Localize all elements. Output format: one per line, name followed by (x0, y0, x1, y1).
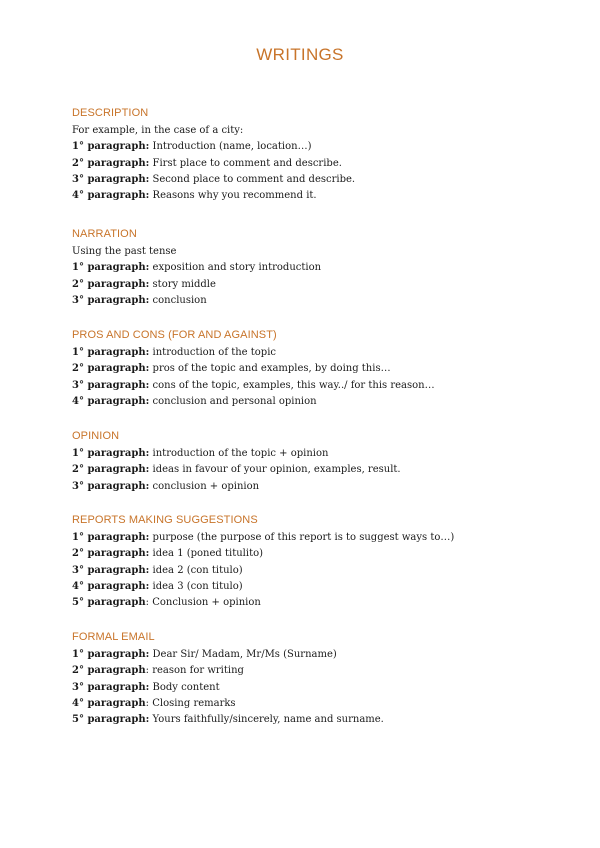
paragraph-text: idea 1 (poned titulito) (149, 548, 264, 560)
section-line (72, 172, 552, 188)
paragraph-label: 3° paragraph: (72, 294, 150, 306)
paragraph-label: 5° paragraph: (72, 714, 150, 726)
page-title: WRITINGS (256, 45, 344, 64)
section-line (72, 345, 552, 361)
paragraph-label: 1° paragraph: (72, 532, 150, 543)
paragraph-label: 4° paragraph: (72, 190, 150, 202)
section-description (72, 107, 552, 204)
paragraph-text: cons of the topic, examples, this way../ for this reason… (149, 379, 435, 391)
paragraph-text: Dear Sir/ Madam, Mr/Ms (Surname) (149, 649, 337, 660)
section-line (72, 446, 552, 462)
section-line (72, 647, 552, 663)
paragraph-label: 3° paragraph: (72, 681, 150, 693)
paragraph-label: 2° paragraph: (72, 157, 150, 169)
section-line (72, 712, 552, 728)
paragraph-text: introduction of the topic (149, 347, 276, 358)
paragraph-text: First place to comment and describe. (149, 157, 342, 169)
paragraph-text: : reason for writing (145, 665, 244, 677)
paragraph-label: 2° paragraph: (72, 548, 150, 560)
paragraph-text: For example, in the case of a city: (72, 125, 244, 136)
paragraph-text: idea 2 (con titulo) (149, 564, 243, 576)
paragraph-label: 4° paragraph: (72, 580, 150, 592)
section-line (72, 663, 552, 679)
paragraph-text: conclusion + opinion (149, 480, 260, 492)
paragraph-label: 4° paragraph (72, 697, 146, 709)
paragraph-label: 1° paragraph: (72, 649, 150, 660)
section-line (72, 394, 552, 410)
paragraph-text: Second place to comment and describe. (149, 173, 356, 185)
paragraph-text: : Closing remarks (145, 697, 236, 709)
section-line (72, 479, 552, 495)
paragraph-label: 1° paragraph: (72, 448, 150, 459)
section-heading: DESCRIPTION (72, 107, 149, 119)
paragraph-text: conclusion and personal opinion (149, 395, 317, 407)
section-heading: PROS AND CONS (FOR AND AGAINST) (72, 329, 277, 341)
paragraph-label: 5° paragraph (72, 597, 146, 609)
paragraph-text: purpose (the purpose of this report is to suggest ways to…) (149, 532, 455, 543)
section-heading: REPORTS MAKING SUGGESTIONS (72, 514, 258, 526)
section-line (72, 546, 552, 562)
paragraph-text: Introduction (name, location…) (149, 141, 312, 153)
paragraph-label: 3° paragraph: (72, 173, 150, 185)
section-line (72, 260, 552, 276)
paragraph-label: 1° paragraph: (72, 262, 150, 274)
section-line (72, 139, 552, 155)
paragraph-label: 2° paragraph: (72, 363, 150, 375)
section-line (72, 123, 552, 139)
section-opinion (72, 430, 552, 495)
section-line (72, 595, 552, 611)
paragraph-label: 3° paragraph: (72, 564, 150, 576)
section-line (72, 293, 552, 309)
paragraph-text: Using the past tense (72, 246, 177, 257)
paragraph-text: exposition and story introduction (149, 262, 322, 274)
section-line (72, 188, 552, 204)
section-heading: FORMAL EMAIL (72, 631, 155, 643)
paragraph-label: 2° paragraph (72, 665, 146, 677)
section-line (72, 244, 552, 260)
paragraph-text: Reasons why you recommend it. (149, 190, 317, 202)
section-line (72, 156, 552, 172)
section-line (72, 696, 552, 712)
paragraph-label: 1° paragraph: (72, 141, 150, 153)
paragraph-label: 1° paragraph: (72, 347, 150, 358)
paragraph-text: ideas in favour of your opinion, examples, result. (149, 464, 401, 476)
paragraph-text: : Conclusion + opinion (145, 597, 261, 609)
section-heading: OPINION (72, 430, 120, 442)
paragraph-label: 3° paragraph: (72, 480, 150, 492)
section-formal-email (72, 631, 552, 728)
paragraph-text: Yours faithfully/sincerely, name and surname. (149, 714, 384, 726)
section-line (72, 579, 552, 595)
paragraph-label: 3° paragraph: (72, 379, 150, 391)
paragraph-text: story middle (149, 278, 216, 290)
paragraph-text: introduction of the topic + opinion (149, 448, 329, 459)
section-line (72, 378, 552, 394)
paragraph-label: 2° paragraph: (72, 278, 150, 290)
section-narration (72, 228, 552, 309)
section-line (72, 462, 552, 478)
paragraph-text: pros of the topic and examples, by doing this… (149, 363, 391, 375)
section-line (72, 563, 552, 579)
section-line (72, 361, 552, 377)
paragraph-text: conclusion (149, 294, 207, 306)
section-pros-and-cons (72, 329, 552, 410)
section-line (72, 530, 552, 546)
paragraph-text: idea 3 (con titulo) (149, 580, 243, 592)
paragraph-label: 4° paragraph: (72, 395, 150, 407)
section-line (72, 277, 552, 293)
section-heading: NARRATION (72, 228, 137, 240)
section-reports (72, 514, 552, 611)
section-line (72, 680, 552, 696)
paragraph-label: 2° paragraph: (72, 464, 150, 476)
paragraph-text: Body content (149, 681, 220, 693)
